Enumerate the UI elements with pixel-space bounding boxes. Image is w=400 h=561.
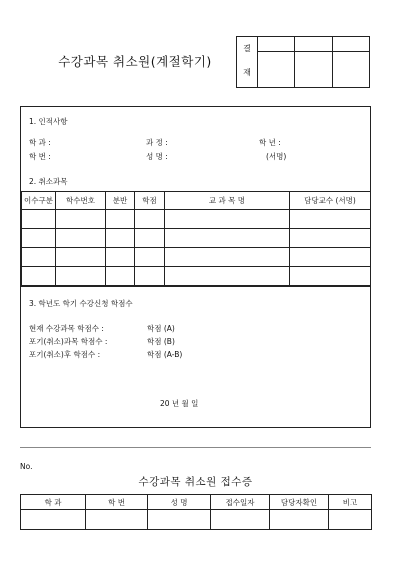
table-cell[interactable] <box>22 248 56 267</box>
receipt-number-label: No. <box>20 462 33 471</box>
table-cell[interactable] <box>135 267 165 286</box>
section1-heading: 1. 인적사항 <box>29 117 68 126</box>
table-cell[interactable] <box>56 210 106 229</box>
section2-heading: 2. 취소과목 <box>29 177 68 186</box>
receipt-col-header: 담당자확인 <box>270 495 329 510</box>
section-divider <box>21 286 370 287</box>
receipt-col-header: 비고 <box>329 495 372 510</box>
receipt-cell[interactable] <box>148 510 211 530</box>
section3-heading: 3. 학년도 학기 수강신청 학점수 <box>29 299 133 308</box>
receipt-cell[interactable] <box>329 510 372 530</box>
table-cell[interactable] <box>106 210 135 229</box>
table-cell[interactable] <box>106 229 135 248</box>
table-cell[interactable] <box>106 248 135 267</box>
approval-label-top: 결 <box>243 44 251 53</box>
col-header: 교 과 목 명 <box>165 192 290 210</box>
table-cell[interactable] <box>22 210 56 229</box>
receipt-table <box>20 494 372 530</box>
table-header-row <box>22 192 371 210</box>
date-line: 20 년 월 일 <box>160 399 199 408</box>
col-header: 분반 <box>106 192 135 210</box>
table-cell[interactable] <box>165 267 290 286</box>
receipt-col-header: 학 과 <box>21 495 86 510</box>
signature-label: (서명) <box>266 152 287 161</box>
remaining-credits-label: 포기(취소)후 학점수 : <box>29 350 101 359</box>
receipt-col-header: 학 번 <box>86 495 148 510</box>
table-cell[interactable] <box>135 229 165 248</box>
table-cell[interactable] <box>290 267 371 286</box>
table-cell[interactable] <box>290 248 371 267</box>
table-cell[interactable] <box>165 248 290 267</box>
dept-label: 학 과 : <box>29 138 51 147</box>
receipt-col-header: 성 명 <box>148 495 211 510</box>
table-cell[interactable] <box>290 210 371 229</box>
table-cell[interactable] <box>22 267 56 286</box>
col-header: 학수번호 <box>56 192 106 210</box>
approval-divider <box>257 37 258 87</box>
student-id-label: 학 번 : <box>29 152 51 161</box>
current-credits-unit: 학점 (A) <box>147 324 175 333</box>
receipt-cell[interactable] <box>21 510 86 530</box>
approval-header-line <box>257 51 369 52</box>
table-row <box>22 210 371 229</box>
grade-label: 학 년 : <box>259 138 281 147</box>
table-cell[interactable] <box>22 229 56 248</box>
table-cell[interactable] <box>56 267 106 286</box>
course-label: 과 정 : <box>146 138 168 147</box>
table-row <box>22 248 371 267</box>
current-credits-label: 현재 수강과목 학점수 : <box>29 324 104 333</box>
approval-label-bottom: 재 <box>243 68 251 77</box>
table-cell[interactable] <box>135 210 165 229</box>
receipt-cell[interactable] <box>211 510 270 530</box>
receipt-cell[interactable] <box>270 510 329 530</box>
table-cell[interactable] <box>56 248 106 267</box>
table-cell[interactable] <box>165 229 290 248</box>
cancel-course-table <box>21 191 371 286</box>
table-cell[interactable] <box>165 210 290 229</box>
table-cell[interactable] <box>290 229 371 248</box>
table-row <box>22 267 371 286</box>
dropped-credits-unit: 학점 (B) <box>147 337 175 346</box>
receipt-row <box>21 510 372 530</box>
table-row <box>22 229 371 248</box>
table-cell[interactable] <box>106 267 135 286</box>
approval-box <box>236 36 370 88</box>
approval-divider <box>332 37 333 87</box>
receipt-header-row <box>21 495 372 510</box>
receipt-cell[interactable] <box>86 510 148 530</box>
table-cell[interactable] <box>56 229 106 248</box>
dropped-credits-label: 포기(취소)과목 학점수 : <box>29 337 108 346</box>
table-cell[interactable] <box>135 248 165 267</box>
receipt-col-header: 접수일자 <box>211 495 270 510</box>
col-header: 이수구분 <box>22 192 56 210</box>
receipt-divider <box>20 447 371 448</box>
col-header: 학점 <box>135 192 165 210</box>
form-title: 수강과목 취소원(계절학기) <box>58 54 212 69</box>
name-label: 성 명 : <box>146 152 168 161</box>
form-body <box>20 106 371 428</box>
receipt-title: 수강과목 취소원 접수증 <box>138 476 253 488</box>
remaining-credits-unit: 학점 (A-B) <box>147 350 183 359</box>
col-header: 담당교수 (서명) <box>290 192 371 210</box>
approval-divider <box>294 37 295 87</box>
